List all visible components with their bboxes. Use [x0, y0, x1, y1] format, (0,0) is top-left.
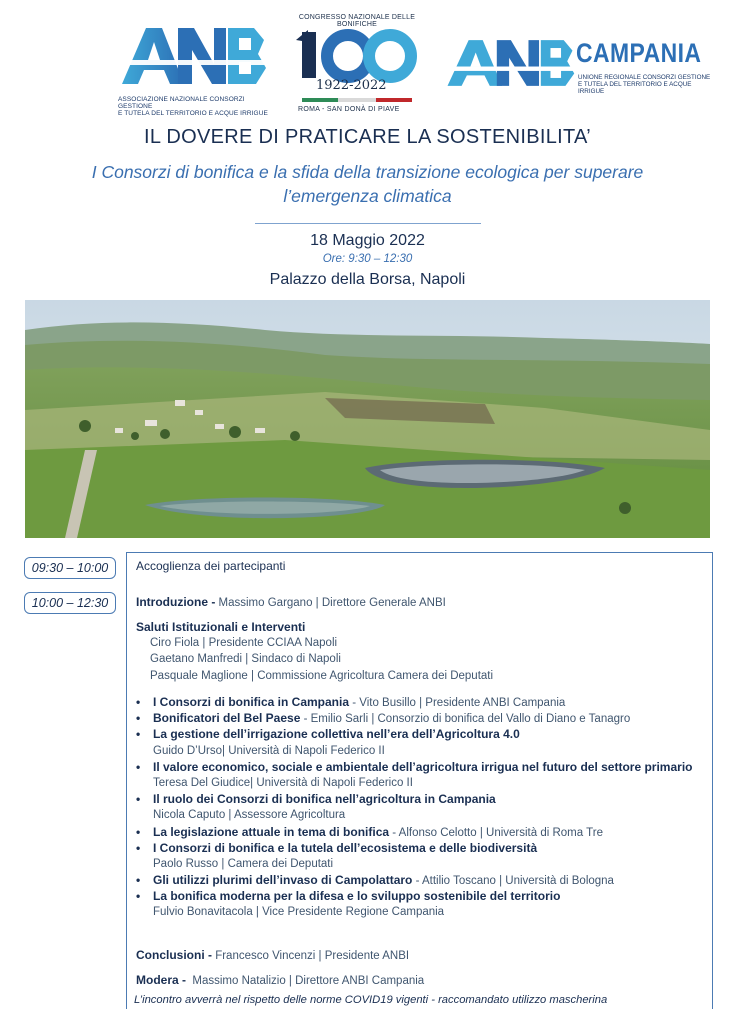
centenary-flag-stripe [302, 98, 412, 106]
talk-title: I Consorzi di bonifica in Campania [153, 695, 350, 709]
anbi-campania-mark [444, 36, 576, 90]
program-welcome [136, 558, 711, 574]
header-divider [255, 223, 481, 224]
talk-speaker: Teresa Del Giudice| Università di Napoli Federico II [153, 776, 413, 789]
talk-title: Bonificatori del Bel Paese [153, 711, 301, 726]
talk-title: Il valore economico, sociale e ambientale dell’agricoltura irrigua nel futuro del settore primario [153, 759, 693, 774]
anbi-sub-line-2: E TUTELA DEL TERRITORIO E ACQUE IRRIGUE [118, 110, 268, 117]
program-intro [136, 594, 711, 610]
talk-title: La bonifica moderna per la difesa e lo sviluppo sostenibile del territorio [153, 889, 561, 904]
subtitle-line-2: l’emergenza climatica [283, 186, 452, 206]
event-hours: Ore: 9:30 – 12:30 [322, 253, 413, 265]
conclusions-label: Conclusioni - [136, 948, 212, 962]
centenary-top-text: CONGRESSO NAZIONALE DELLE BONIFICHE [298, 14, 416, 28]
talk-item [136, 710, 711, 726]
talk-title: Il ruolo dei Consorzi di bonifica nell’agricoltura in Campania [153, 792, 496, 807]
anbi-logo [118, 20, 268, 117]
talk-title: La legislazione attuale in tema di bonifica [153, 824, 390, 839]
program-talks [136, 694, 711, 921]
greeting-item: Pasquale Maglione | Commissione Agricoltura Camera dei Deputati [150, 669, 494, 682]
campania-sub-line-1: UNIONE REGIONALE CONSORZI GESTIONE [578, 74, 711, 81]
talk-item [136, 791, 711, 807]
logo-row [0, 10, 735, 117]
talk-item [136, 759, 711, 775]
time-slot-1: 09:30 – 10:00 [24, 557, 116, 579]
anbi-logo-subtitle [118, 96, 278, 117]
page-title: IL DOVERE DI PRATICARE LA SOSTENIBILITA’ [144, 126, 591, 148]
moderator-speaker: Massimo Natalizio | Direttore ANBI Campania [186, 975, 425, 987]
talk-speaker: - Emilio Sarli | Consorzio di bonifica del Vallo di Diano e Tanagro [300, 713, 631, 726]
campania-subtitle [578, 74, 718, 95]
anbi-logo-mark [118, 20, 268, 92]
talk-title: Gli utilizzi plurimi dell’invaso di Campolattaro [153, 873, 413, 888]
talk-item [136, 726, 711, 742]
greetings-label: Saluti Istituzionali e Interventi [136, 620, 306, 634]
program-conclusions [136, 947, 711, 963]
talk-speaker: - Alfonso Celotto | Università di Roma Tre [389, 826, 603, 839]
talk-speaker: - Vito Busillo | Presidente ANBI Campania [349, 697, 566, 709]
talk-item [136, 694, 711, 710]
talk-title: La gestione dell’irrigazione collettiva nell’era dell’Agricoltura 4.0 [153, 727, 520, 742]
event-date: 18 Maggio 2022 [310, 232, 425, 249]
subtitle-line-1: I Consorzi di bonifica e la sfida della transizione ecologica per superare [91, 162, 644, 182]
talk-speaker: Fulvio Bonavitacola | Vice Presidente Regione Campania [153, 906, 445, 919]
page-subtitle [40, 160, 695, 208]
welcome-text: Accoglienza dei partecipanti [136, 559, 286, 573]
talk-item [136, 872, 711, 888]
greeting-item: Gaetano Manfredi | Sindaco di Napoli [150, 653, 341, 666]
talk-speaker: - Attilio Toscano | Università di Bologna [412, 875, 614, 888]
talk-speaker: Paolo Russo | Camera dei Deputati [153, 857, 334, 870]
landscape-photo [25, 300, 710, 538]
campania-sub-line-2: E TUTELA DEL TERRITORIO E ACQUE IRRIGUE [578, 81, 692, 95]
talk-item [136, 824, 711, 840]
program-greetings [136, 619, 711, 684]
intro-label: Introduzione - [136, 595, 216, 609]
moderator-label: Modera - [136, 973, 187, 987]
program-moderator [136, 972, 711, 988]
centenary-bottom-text: ROMA - SAN DONÀ DI PIAVE [298, 106, 400, 113]
event-venue: Palazzo della Borsa, Napoli [269, 271, 466, 288]
talk-speaker: Guido D’Urso| Università di Napoli Federico II [153, 744, 385, 757]
intro-speaker: Massimo Gargano | Direttore Generale ANBI [215, 597, 446, 609]
centenary-mark [292, 26, 422, 86]
centenary-years: 1922-2022 [316, 78, 387, 93]
talk-item [136, 840, 711, 856]
time-slot-2: 10:00 – 12:30 [24, 592, 116, 614]
greeting-item: Ciro Fiola | Presidente CCIAA Napoli [150, 637, 338, 650]
anbi-sub-line-1: ASSOCIAZIONE NAZIONALE CONSORZI GESTIONE [118, 96, 245, 110]
covid-footnote: L’incontro avverrà nel rispetto delle norme COVID19 vigenti - raccomandato utilizzo mascherina [134, 994, 608, 1006]
talk-title: I Consorzi di bonifica e la tutela dell’ecosistema e delle biodiversità [153, 840, 538, 855]
landscape-illustration [25, 300, 710, 538]
talk-item [136, 888, 711, 904]
centenary-logo [292, 14, 422, 118]
anbi-campania-logo [444, 36, 714, 106]
conclusions-speaker: Francesco Vincenzi | Presidente ANBI [212, 950, 410, 962]
campania-name: CAMPANIA [576, 38, 702, 68]
talk-speaker: Nicola Caputo | Assessore Agricoltura [153, 809, 346, 822]
